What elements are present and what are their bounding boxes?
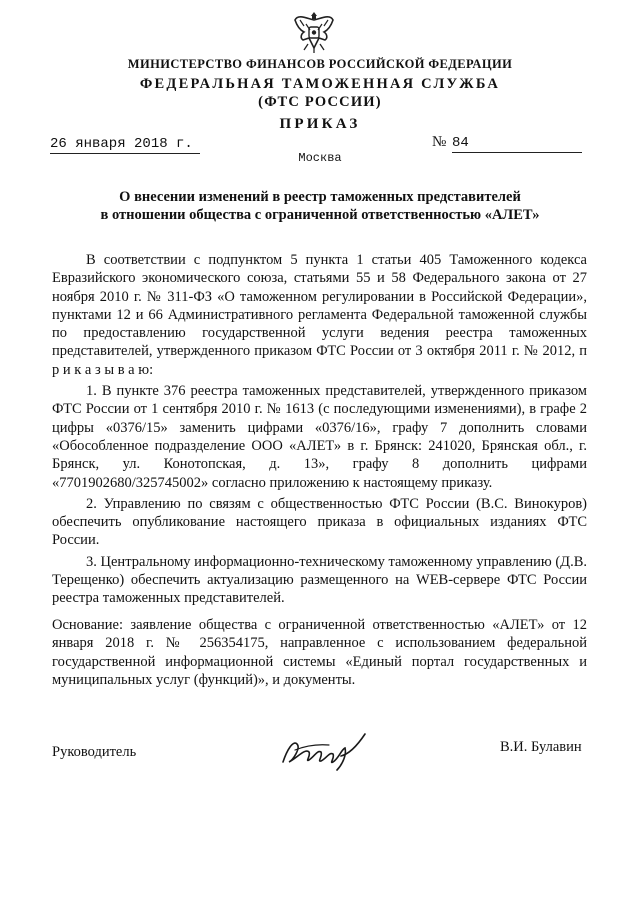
- order-date: 26 января 2018 г.: [50, 136, 200, 154]
- handwritten-signature: [275, 728, 375, 774]
- basis-paragraph: Основание: заявление общества с ограниченной ответственностью «АЛЕТ» от 12 января 2018 г. № 256354175, направленное с использованием федеральной государственной информационной системы «Единый портал государственных и муниципальных услуг (функций)», и документы.: [52, 617, 587, 688]
- order-number: 84: [452, 135, 582, 153]
- order-title-line-2: в отношении общества с ограниченной ответственностью «АЛЕТ»: [100, 207, 540, 223]
- signatory-role: Руководитель: [52, 744, 137, 760]
- document-type: ПРИКАЗ: [279, 116, 361, 132]
- coat-of-arms-icon: [292, 8, 336, 54]
- preamble-paragraph: В соответствии с подпунктом 5 пункта 1 статьи 405 Таможенного кодекса Евразийского экономического союза, статьями 55 и 58 Федерального закона от 27 ноября 2010 г. № 311-ФЗ «О таможенном регулировании в Российской Федерации», пунктами 12 и 66 Административного регламента Федеральной таможенной службы по предоставлению государственной услуги ведения реестра таможенных представителей, утвержденного приказом ФТС России от 3 октября 2011 г. № 2012, п р и к а з ы в а ю:: [52, 252, 587, 378]
- clause-1-paragraph: 1. В пункте 376 реестра таможенных представителей, утвержденного приказом ФТС России от 1 сентября 2010 г. № 1613 (с последующими изменениями), в графе 2 цифры «0376/15» заменить цифрами «0376/16», графу 7 дополнить словами «Обособленное подразделение ООО «АЛЕТ» в г. Брянск: 241020, Брянская обл., г. Брянск, ул. Конотопская, д. 13», графу 8 дополнить цифрами «7701902680/325745002» согласно приложению к настоящему приказу.: [52, 383, 587, 491]
- service-heading: ФЕДЕРАЛЬНАЯ ТАМОЖЕННАЯ СЛУЖБА: [139, 76, 501, 92]
- clause-3-paragraph: 3. Центральному информационно-техническому таможенному управлению (Д.В. Терещенко) обеспечить актуализацию размещенного на WEB-сервере ФТС России реестра таможенных представителей.: [52, 553, 587, 607]
- order-number-label: №: [432, 134, 447, 150]
- clause-2-paragraph: 2. Управлению по связям с общественностью ФТС России (В.С. Винокуров) обеспечить опубликование настоящего приказа в официальных изданиях ФТС России.: [52, 495, 587, 549]
- order-city: Москва: [298, 151, 342, 165]
- order-body: [52, 251, 587, 608]
- basis-block: [52, 616, 587, 689]
- service-abbreviation: (ФТС РОССИИ): [258, 94, 382, 110]
- ministry-heading: МИНИСТЕРСТВО ФИНАНСОВ РОССИЙСКОЙ ФЕДЕРАЦИИ: [127, 57, 513, 71]
- order-title-line-1: О внесении изменений в реестр таможенных представителей: [119, 189, 521, 205]
- order-title: [50, 188, 590, 224]
- signatory-name: В.И. Булавин: [500, 739, 582, 755]
